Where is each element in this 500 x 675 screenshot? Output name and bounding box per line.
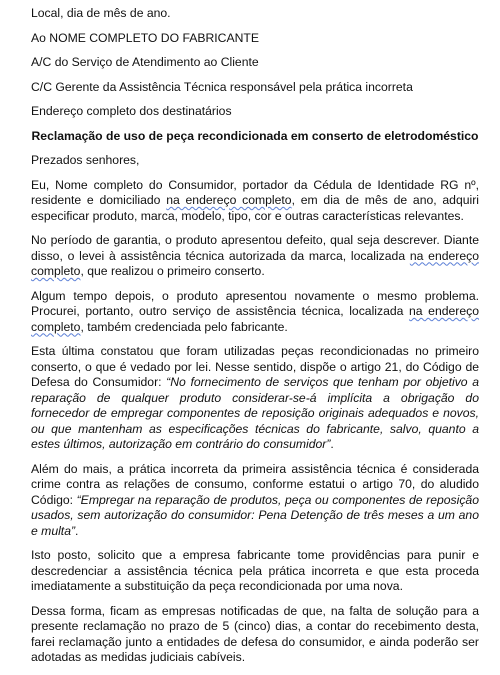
attention-line: A/C do Serviço de Atendimento ao Cliente — [31, 55, 259, 69]
paragraph-text: , que realizou o primeiro conserto. — [80, 264, 265, 278]
paragraph-purchase — [31, 178, 479, 225]
paragraph-text: Esta última constatou que foram utilizadas peças recondicionadas no primeiro conserto, o que é vedado por lei. Nesse sentido, dispõe o artigo 21, do Código de Defesa do Consumidor: — [31, 344, 479, 389]
letter-document — [31, 6, 479, 675]
copy-line: C/C Gerente da Assistência Técnica responsável pela prática incorreta — [31, 79, 413, 94]
paragraph-text: Algum tempo depois, o produto apresentou novamente o mesmo problema. Procurei, portanto, outro serviço de assistência técnica, localizada — [31, 288, 479, 318]
paragraph-text: No período de garantia, o produto apresentou defeito, qual seja descrever. Diante disso, o levei à assistência técnica autorizada da marca, localizada — [31, 233, 479, 263]
address-placeholder: na endereço completo — [166, 193, 292, 207]
paragraph-text: Eu, Nome completo do Consumidor, portador da Cédula de Identidade RG nº, residente e domiciliado — [31, 177, 479, 207]
paragraph-second-service — [31, 289, 479, 336]
addressee: Ao NOME COMPLETO DO FABRICANTE — [31, 30, 259, 45]
recipients-address: Endereço completo dos destinatários — [31, 104, 232, 118]
paragraph-text: Além do mais, a prática incorreta da primeira assistência técnica é considerada crime contra as relações de consumo, conforme estatui o artigo 70, do aludido Código: — [31, 461, 479, 507]
place-date: Local, dia de mês de ano. — [31, 6, 171, 20]
greeting: Prezados senhores, — [31, 153, 140, 167]
address-placeholder: na endereço completo — [31, 304, 479, 334]
paragraph-first-repair — [31, 233, 479, 280]
letter-title: Reclamação de uso de peça recondicionada em conserto de eletrodoméstico — [31, 128, 479, 143]
paragraph-article-70 — [31, 462, 479, 540]
paragraph-text: . — [330, 437, 334, 451]
paragraph-text: , em dia de mês de ano, adquiri especificar produto, marca, modelo, tipo, cor e outras características relevantes. — [31, 193, 479, 223]
legal-quote: “Empregar na reparação de produtos, peça ou componentes de reposição usados, sem autorização do consumidor: Pena Detenção de três meses a um ano e multa” — [31, 492, 479, 538]
paragraph-text: . — [75, 523, 79, 538]
paragraph-request: Isto posto, solicito que a empresa fabricante tome providências para punir e descredenciar a assistência técnica pela prática incorreta e que esta proceda imediatamente a substituição da peça recondicionada por uma nova. — [31, 548, 479, 593]
legal-quote: “No fornecimento de serviços que tenham por objetivo a reparação de qualquer produto considerar-se-á implícita a obrigação do fornecedor de empregar componentes de reposição originais adequados e novos, ou que mantenham as especificações técnicas do fabricante, salvo, quanto a estes últimos, autorização em contrário do consumidor” — [31, 375, 479, 451]
address-placeholder: na endereço completo — [31, 248, 479, 278]
paragraph-deadline: Dessa forma, ficam as empresas notificadas de que, na falta de solução para a presente reclamação no prazo de 5 (cinco) dias, a contar do recebimento desta, farei reclamação junto a entidades de defesa do consumidor, e ainda poderão ser adotadas as medidas judiciais cabíveis. — [31, 603, 479, 664]
paragraph-text: , também credenciada pelo fabricante. — [80, 319, 288, 334]
paragraph-article-21 — [31, 344, 479, 453]
